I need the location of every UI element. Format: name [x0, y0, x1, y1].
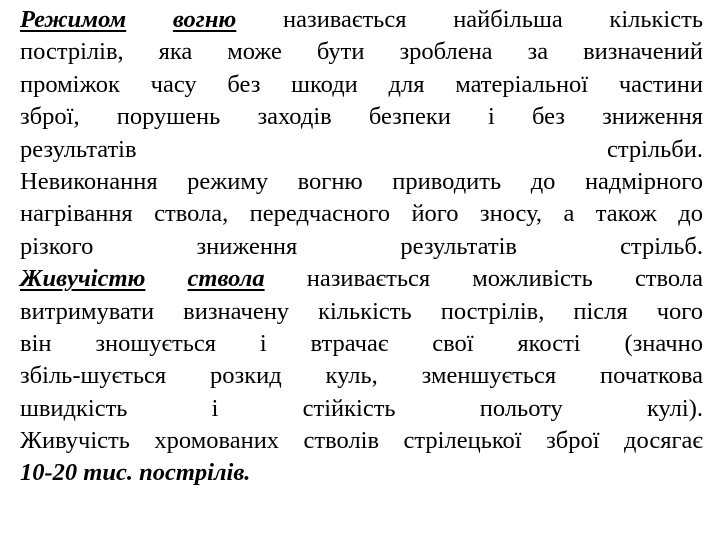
word: якості: [517, 329, 581, 357]
word: збіль-шується: [20, 362, 167, 390]
text-line: [20, 36, 703, 68]
word: без: [531, 103, 565, 131]
word: зменшується: [421, 362, 557, 390]
word: швидкість: [20, 394, 128, 422]
word: різкого: [20, 232, 94, 260]
word: Живучість: [20, 427, 130, 455]
word: шкоди: [291, 70, 358, 98]
word: пострілів,: [20, 38, 124, 66]
word: хромованих: [154, 427, 280, 455]
paragraph-block: [20, 4, 703, 490]
word: результатів: [20, 135, 137, 163]
word: режиму: [187, 167, 269, 195]
word: початкова: [599, 362, 703, 390]
text-line: [20, 4, 703, 36]
word: після: [573, 297, 628, 325]
word: зниження: [602, 103, 703, 131]
word: вогню: [297, 167, 363, 195]
word: безпеки: [368, 103, 451, 131]
text-line: [20, 198, 703, 230]
word: ствола: [634, 265, 703, 293]
text-line: [20, 393, 703, 425]
word: зношується: [95, 329, 217, 357]
word: пострілів,: [440, 297, 545, 325]
word: (значно: [624, 329, 703, 357]
word: матеріальної: [455, 70, 589, 98]
word: за: [527, 38, 549, 66]
word: без: [227, 70, 261, 98]
text-line: [20, 360, 703, 392]
lifespan-value: 10-20 тис. пострілів.: [20, 459, 251, 487]
text-line: [20, 101, 703, 133]
word: стволів: [303, 427, 380, 455]
word: називається: [283, 6, 407, 33]
word: визначену: [183, 297, 290, 325]
word: визначений: [583, 38, 703, 66]
word: він: [20, 329, 52, 357]
word: передчасного: [249, 200, 391, 228]
word: результатів: [400, 232, 517, 260]
word: Невиконання: [20, 167, 158, 195]
word: часу: [150, 70, 197, 98]
word: зроблена: [399, 38, 493, 66]
word: зброї,: [20, 103, 80, 131]
term-zhyvuchistiu: Живучістю: [20, 265, 146, 293]
word: кількість: [609, 6, 703, 33]
word: до: [678, 200, 703, 228]
word: ствола,: [154, 200, 229, 228]
text-line: [20, 69, 703, 101]
word: нагрівання: [20, 200, 133, 228]
term-stvola: ствола: [187, 265, 265, 293]
word: зносу,: [479, 200, 543, 228]
word: порушень: [116, 103, 221, 131]
word: також: [595, 200, 657, 228]
word: і: [259, 329, 267, 357]
text-line: [20, 425, 703, 457]
word: кількість: [318, 297, 412, 325]
word: бути: [316, 38, 365, 66]
word: кулі).: [646, 394, 703, 422]
text-line: [20, 231, 703, 263]
term-rezhym: Режимом: [20, 6, 127, 33]
word: називається: [306, 265, 431, 293]
word: зниження: [196, 232, 298, 260]
word: і: [211, 394, 219, 422]
word: стрільби.: [606, 135, 703, 163]
word: зброї: [546, 427, 600, 455]
word: для: [388, 70, 425, 98]
word: витримувати: [20, 297, 155, 325]
word: може: [227, 38, 282, 66]
word: свої: [432, 329, 474, 357]
word: найбільша: [453, 6, 563, 33]
word: і: [487, 103, 495, 131]
word: куль,: [325, 362, 378, 390]
word: чого: [656, 297, 703, 325]
text-line: [20, 263, 703, 295]
text-line: [20, 166, 703, 198]
term-vohniu: вогню: [172, 6, 237, 33]
text-line: [20, 296, 703, 328]
word: надмірного: [584, 167, 703, 195]
word: приводить: [392, 167, 502, 195]
word: стрілецької: [403, 427, 522, 455]
word: польоту: [479, 394, 563, 422]
text-line: [20, 328, 703, 360]
word: можливість: [472, 265, 593, 293]
word: розкид: [210, 362, 282, 390]
word: стрільб.: [620, 232, 703, 260]
word: стійкість: [302, 394, 396, 422]
word: досягає: [624, 427, 703, 455]
text-line: [20, 457, 703, 489]
word: частини: [618, 70, 703, 98]
word: втрачає: [310, 329, 389, 357]
word: заходів: [257, 103, 332, 131]
word: яка: [158, 38, 193, 66]
word: проміжок: [20, 70, 120, 98]
text-line: [20, 134, 703, 166]
word: до: [530, 167, 556, 195]
word: а: [563, 200, 575, 228]
word: його: [411, 200, 459, 228]
